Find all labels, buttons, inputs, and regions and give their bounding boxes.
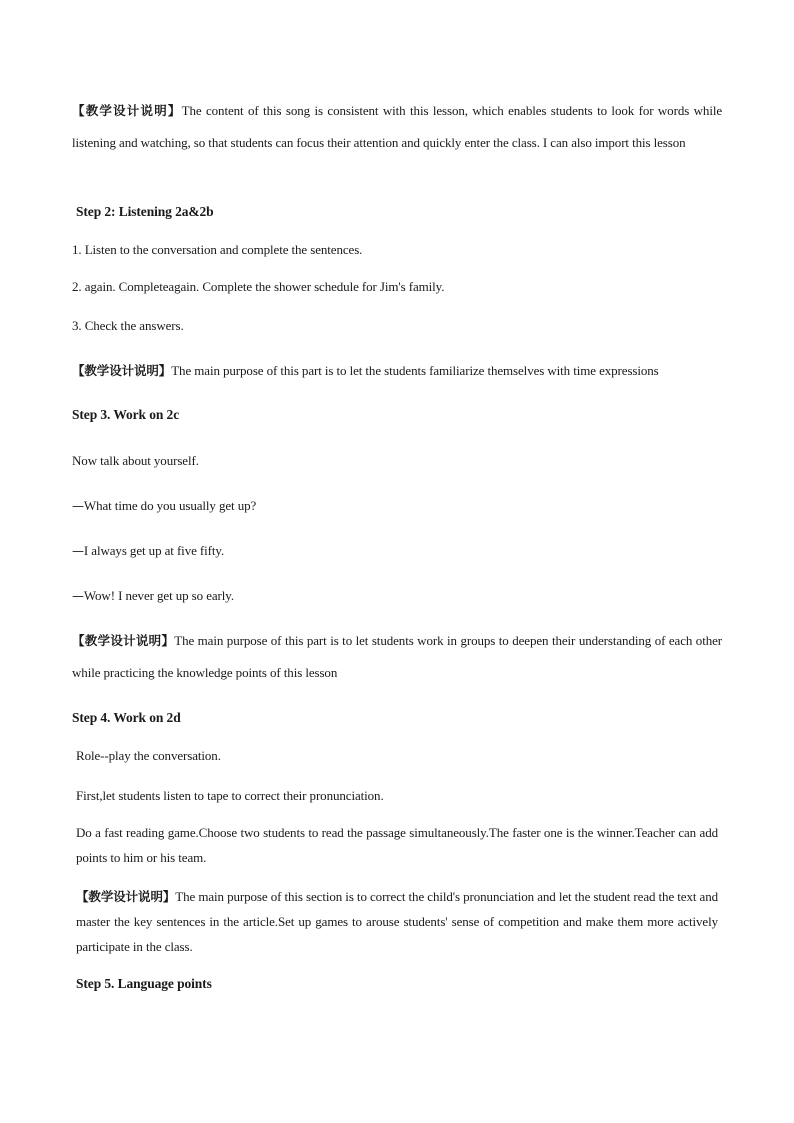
dialogue-text: I always get up at five fifty. [83,543,225,558]
step-3-intro: Now talk about yourself. [72,453,199,468]
design-note-text: The main purpose of this part is to let students work in groups to deepen their understanding of each other while practicing the knowledge points of this lesson [72,633,723,680]
design-note-2 [72,362,659,380]
design-note-4 [76,884,718,959]
step-2-item-1: 1. Listen to the conversation and complete the sentences. [72,242,363,257]
dialogue-dash: — [72,544,84,558]
design-note-tag: 【教学设计说明】 [72,363,172,378]
step-5-heading: Step 5. Language points [76,976,212,991]
dialogue-line-3 [72,587,234,605]
design-note-3 [72,625,722,688]
step-4-item-1: Role--play the conversation. [76,748,221,763]
dialogue-text: Wow! I never get up so early. [83,588,234,603]
step-4-heading: Step 4. Work on 2d [72,710,181,725]
step-4-item-2: First,let students listen to tape to correct their pronunciation. [76,788,384,803]
step-3-heading: Step 3. Work on 2c [72,407,180,422]
dialogue-dash: — [72,589,84,603]
step-2-item-2: 2. again. Completeagain. Complete the shower schedule for Jim's family. [72,279,445,294]
step-4-item-3: Do a fast reading game.Choose two students to read the passage simultaneously.The faster one is the winner.Teacher can add points to him or his team. [76,825,718,865]
design-note-text: The main purpose of this part is to let the students familiarize themselves with time expressions [171,363,659,378]
design-note-tag: 【教学设计说明】 [72,633,175,648]
dialogue-dash: — [72,499,84,513]
design-note-1 [72,95,722,158]
step-2-item-3: 3. Check the answers. [72,318,184,333]
design-note-tag: 【教学设计说明】 [72,103,182,118]
dialogue-line-2 [72,542,224,560]
design-note-text: The main purpose of this section is to correct the child's pronunciation and let the student read the text and master the key sentences in the article.Set up games to arouse students' sense of competition and make them more actively participate in the class. [76,889,719,954]
dialogue-line-1 [72,497,256,515]
step-2-heading: Step 2: Listening 2a&2b [76,204,214,219]
design-note-tag: 【教学设计说明】 [76,889,176,904]
dialogue-text: What time do you usually get up? [83,498,257,513]
design-note-text: The content of this song is consistent with this lesson, which enables students to look for words while listening and watching, so that students can focus their attention and quickly enter the class. I can also import this lesson [72,103,723,150]
